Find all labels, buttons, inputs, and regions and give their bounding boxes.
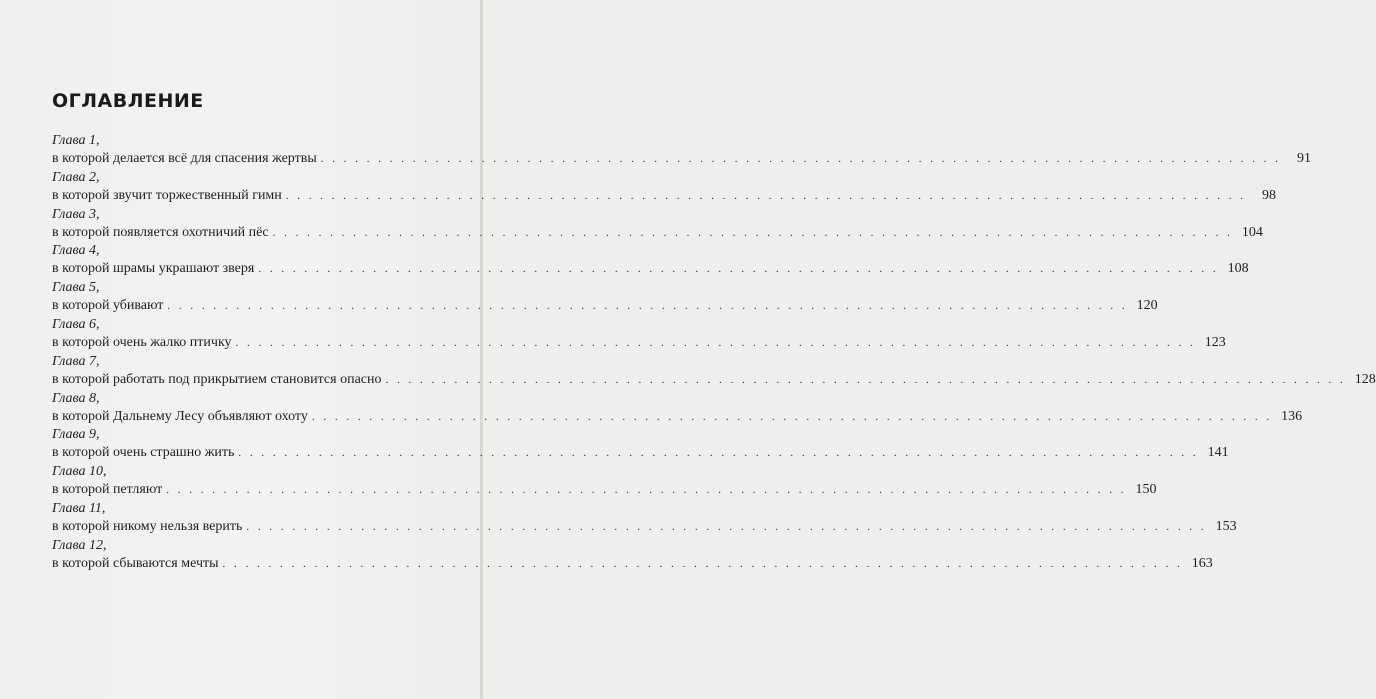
chapter-description: в которой Дальнему Лесу объявляют охоту: [52, 408, 308, 424]
chapter-label: Глава 5,: [52, 280, 100, 296]
chapter-description: в которой появляется охотничий пёс: [52, 224, 269, 240]
toc-line: [52, 297, 1158, 315]
page-number: 163: [1191, 555, 1213, 571]
chapter-label: Глава 11,: [52, 500, 106, 516]
toc-line: [52, 408, 1303, 426]
dot-leader: . . . . . . . . . . . . . . . . . . . . . . . . . . . . . . . . . . . . . . . . . . . . . . . . . . . . . . . . . . . . . . . . . . . . . . . . . . . . . . . . . . . .: [166, 484, 1127, 497]
toc-line: [52, 555, 1213, 573]
dot-leader: . . . . . . . . . . . . . . . . . . . . . . . . . . . . . . . . . . . . . . . . . . . . . . . . . . . . . . . . . . . . . . . . . . . . . . . . . . . . . . . . . . . .: [320, 153, 1281, 165]
chapter-label: Глава 6,: [52, 316, 100, 332]
page-number: 150: [1135, 482, 1157, 498]
chapter-label: Глава 7,: [52, 353, 100, 369]
toc-line: [52, 518, 1237, 536]
chapter-label: Глава 3,: [52, 206, 100, 222]
toc-entry[interactable]: [52, 242, 1249, 279]
dot-leader: . . . . . . . . . . . . . . . . . . . . . . . . . . . . . . . . . . . . . . . . . . . . . . . . . . . . . . . . . . . . . . . . . . . . . . . . . . . . . . . . . . . .: [167, 300, 1128, 313]
toc-line: [52, 224, 1263, 242]
toc-line: [52, 260, 1249, 278]
toc-line: [52, 444, 1229, 462]
dot-leader: . . . . . . . . . . . . . . . . . . . . . . . . . . . . . . . . . . . . . . . . . . . . . . . . . . . . . . . . . . . . . . . . . . . . . . . . . . . . . . . . . . . .: [246, 520, 1207, 533]
toc-entry[interactable]: [52, 463, 1157, 500]
chapter-label: Глава 8,: [52, 390, 100, 406]
table-of-contents: [52, 132, 1376, 574]
chapter-label: Глава 4,: [52, 243, 100, 259]
chapter-label: Глава 9,: [52, 427, 100, 443]
toc-entry[interactable]: [52, 426, 1229, 463]
page-number: 123: [1204, 334, 1226, 350]
chapter-description: в которой петляют: [52, 482, 163, 498]
page-number: 141: [1207, 445, 1229, 461]
chapter-label: Глава 2,: [52, 169, 100, 185]
toc-entry[interactable]: [52, 500, 1237, 537]
toc-line: [52, 150, 1311, 168]
dot-leader: . . . . . . . . . . . . . . . . . . . . . . . . . . . . . . . . . . . . . . . . . . . . . . . . . . . . . . . . . . . . . . . . . . . . . . . . . . . . . . . . . . . .: [385, 373, 1346, 386]
toc-entry[interactable]: [52, 279, 1158, 316]
chapter-label: Глава 12,: [52, 537, 107, 553]
toc-entry[interactable]: [52, 353, 1376, 390]
dot-leader: . . . . . . . . . . . . . . . . . . . . . . . . . . . . . . . . . . . . . . . . . . . . . . . . . . . . . . . . . . . . . . . . . . . . . . . . . . . . . . . . . . . .: [258, 263, 1219, 276]
chapter-description: в которой делается всё для спасения жертвы: [52, 151, 317, 166]
toc-line: [52, 334, 1226, 352]
dot-leader: . . . . . . . . . . . . . . . . . . . . . . . . . . . . . . . . . . . . . . . . . . . . . . . . . . . . . . . . . . . . . . . . . . . . . . . . . . . . . . . . . . . .: [285, 189, 1247, 202]
page-number: 91: [1297, 151, 1311, 166]
page-number: 120: [1136, 298, 1158, 314]
page-number: 128: [1354, 371, 1376, 387]
toc-entry[interactable]: [52, 132, 1311, 169]
toc-entry[interactable]: [52, 390, 1303, 427]
toc-entry[interactable]: [52, 316, 1226, 353]
toc-line: [52, 481, 1157, 499]
page-number: 153: [1215, 518, 1237, 534]
page-number: 104: [1241, 224, 1263, 240]
chapter-description: в которой никому нельзя верить: [52, 518, 243, 534]
chapter-description: в которой очень страшно жить: [52, 445, 235, 461]
chapter-label: Глава 1,: [52, 133, 100, 148]
page-number: 136: [1281, 408, 1303, 424]
chapter-description: в которой убивают: [52, 298, 164, 314]
chapter-description: в которой сбываются мечты: [52, 555, 219, 571]
dot-leader: . . . . . . . . . . . . . . . . . . . . . . . . . . . . . . . . . . . . . . . . . . . . . . . . . . . . . . . . . . . . . . . . . . . . . . . . . . . . . . . . . . . .: [222, 557, 1183, 570]
chapter-label: Глава 10,: [52, 464, 107, 480]
dot-leader: . . . . . . . . . . . . . . . . . . . . . . . . . . . . . . . . . . . . . . . . . . . . . . . . . . . . . . . . . . . . . . . . . . . . . . . . . . . . . . . . . . . .: [235, 336, 1196, 349]
toc-entry[interactable]: [52, 169, 1277, 206]
toc-line: [52, 187, 1277, 205]
toc-heading: ОГЛАВЛЕНИЕ: [52, 90, 204, 112]
toc-entry[interactable]: [52, 206, 1263, 243]
chapter-description: в которой очень жалко птичку: [52, 334, 232, 350]
dot-leader: . . . . . . . . . . . . . . . . . . . . . . . . . . . . . . . . . . . . . . . . . . . . . . . . . . . . . . . . . . . . . . . . . . . . . . . . . . . . . . . . . . . .: [238, 447, 1199, 460]
page-number: 108: [1227, 261, 1249, 277]
chapter-description: в которой шрамы украшают зверя: [52, 261, 255, 277]
page-number: 98: [1262, 187, 1277, 203]
dot-leader: . . . . . . . . . . . . . . . . . . . . . . . . . . . . . . . . . . . . . . . . . . . . . . . . . . . . . . . . . . . . . . . . . . . . . . . . . . . . . . . . . . . .: [272, 226, 1233, 239]
toc-line: [52, 371, 1376, 389]
chapter-description: в которой звучит торжественный гимн: [52, 187, 282, 203]
toc-entry[interactable]: [52, 537, 1213, 574]
dot-leader: . . . . . . . . . . . . . . . . . . . . . . . . . . . . . . . . . . . . . . . . . . . . . . . . . . . . . . . . . . . . . . . . . . . . . . . . . . . . . . . . . . . .: [311, 410, 1273, 423]
chapter-description: в которой работать под прикрытием становится опасно: [52, 371, 382, 387]
